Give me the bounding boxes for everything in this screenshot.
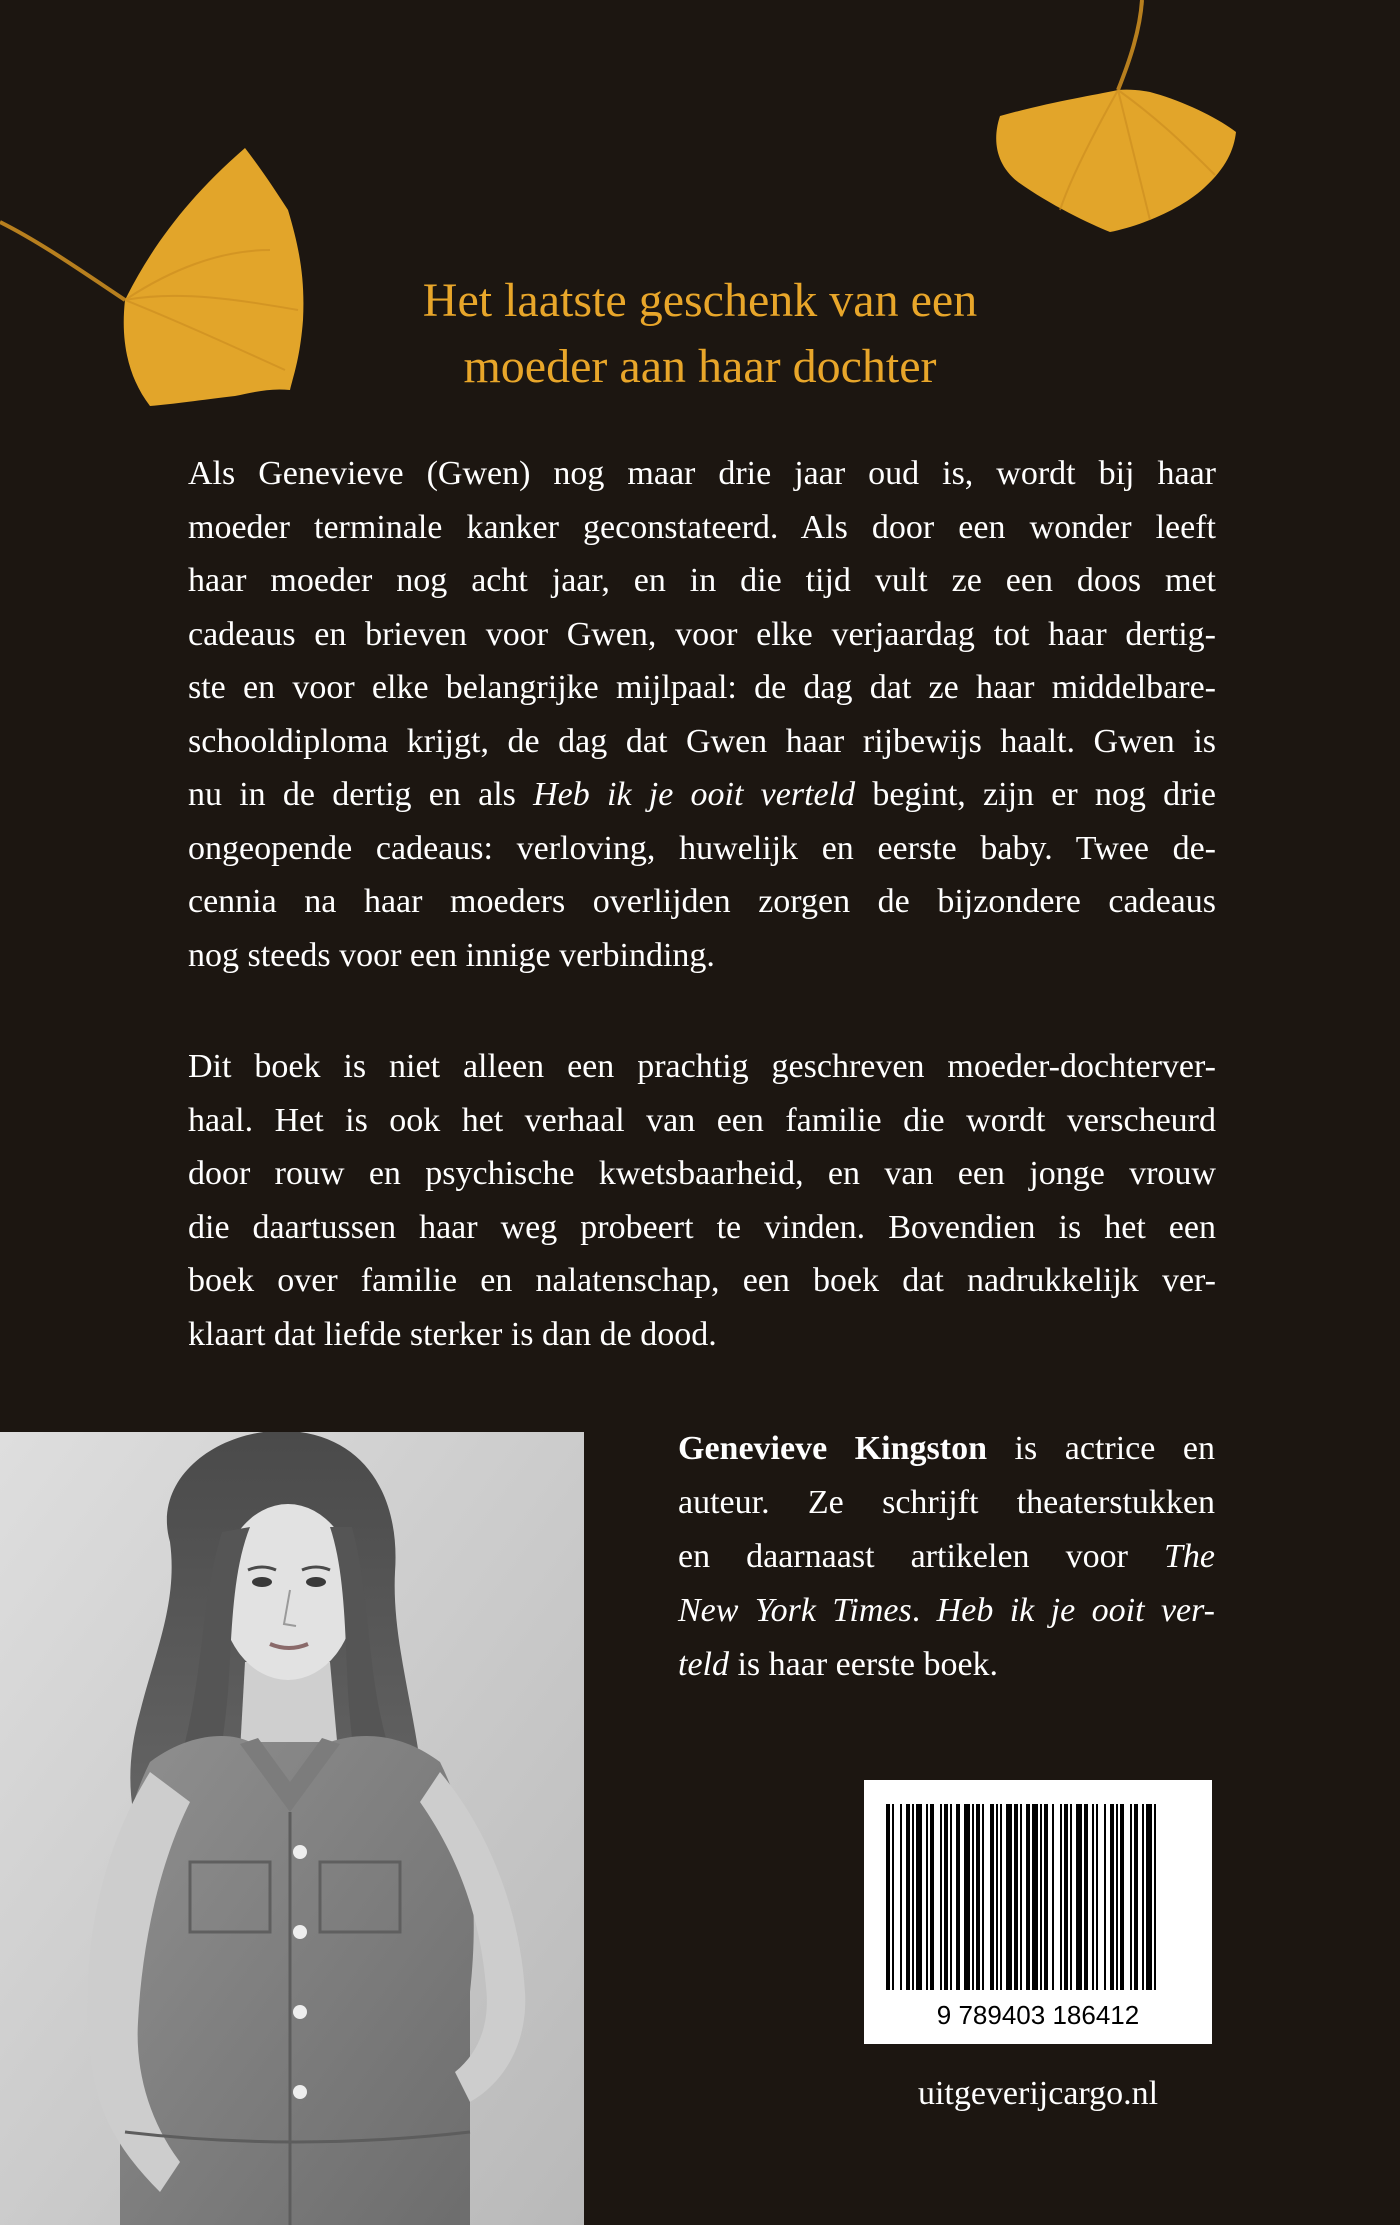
barcode-icon <box>864 1780 1212 2044</box>
text-segment: is haar eerste boek. <box>728 1646 999 1683</box>
barcode-bar <box>1020 1804 1022 1990</box>
ginkgo-leaf-left-icon <box>0 130 320 410</box>
book-title: Heb ik je ooit ver- <box>936 1592 1215 1629</box>
text-line <box>678 1422 1215 1476</box>
text-line: Als Genevieve (Gwen) nog maar drie jaar oud is, wordt bij haar <box>188 455 1216 492</box>
barcode-bar <box>1044 1804 1048 1990</box>
barcode-bar <box>940 1804 942 1990</box>
text-line: Dit boek is niet alleen een prachtig geschreven moeder-dochterver- <box>188 1048 1216 1085</box>
publisher-website: uitgeverijcargo.nl <box>917 2075 1159 2112</box>
author-photo <box>0 1432 584 2225</box>
publication-name: The <box>1164 1538 1215 1575</box>
barcode-bar <box>1130 1804 1132 1990</box>
barcode-bar <box>930 1804 934 1990</box>
barcode-bar <box>990 1804 994 1990</box>
text-segment: . <box>911 1592 937 1629</box>
ginkgo-leaf-right-icon <box>990 0 1250 240</box>
barcode-bar <box>1154 1804 1156 1990</box>
barcode-bar <box>1104 1804 1106 1990</box>
author-name: Genevieve Kingston <box>678 1430 987 1467</box>
barcode-bar <box>1142 1804 1144 1990</box>
text-line: nog steeds voor een innige verbinding. <box>188 936 715 974</box>
author-portrait-illustration <box>0 1432 584 2225</box>
text-line <box>678 1584 1215 1638</box>
text-line: haar moeder nog acht jaar, en in die tijd vult ze een doos met <box>188 562 1216 599</box>
author-bio <box>678 1422 1215 1692</box>
barcode-bar <box>1084 1804 1088 1990</box>
text-line: schooldiploma krijgt, de dag dat Gwen haar rijbewijs haalt. Gwen is <box>188 722 1216 760</box>
text-line: ste en voor elke belangrijke mijlpaal: de dag dat ze haar middelbare- <box>188 669 1216 706</box>
publication-name: New York Times <box>678 1592 912 1629</box>
text-segment: begint, zijn er nog drie <box>855 776 1216 813</box>
barcode-bar <box>982 1804 984 1990</box>
text-line: door rouw en psychische kwetsbaarheid, en van een jonge vrouw <box>188 1155 1216 1192</box>
text-segment: en daarnaast artikelen voor <box>678 1538 1164 1575</box>
barcode-bar <box>1116 1804 1118 1990</box>
barcode-bar <box>900 1804 902 1990</box>
barcode-bar <box>956 1804 960 1990</box>
barcode-bar <box>1110 1804 1114 1990</box>
text-line: klaart dat liefde sterker is dan de dood. <box>188 1315 717 1353</box>
barcode-bar <box>1032 1804 1038 1990</box>
barcode-bar <box>1076 1804 1082 1990</box>
book-title: teld <box>678 1646 729 1683</box>
text-line: ongeopende cadeaus: verloving, huwelijk en eerste baby. Twee de- <box>188 829 1216 867</box>
barcode-bar <box>996 1804 998 1990</box>
text-segment: is actrice en <box>986 1430 1215 1467</box>
tagline-line-1: Het laatste geschenk van een <box>422 274 978 327</box>
text-line: haal. Het is ook het verhaal van een familie die wordt verscheurd <box>188 1101 1216 1139</box>
text-line: cadeaus en brieven voor Gwen, voor elke verjaardag tot haar dertig- <box>188 615 1216 653</box>
barcode-bar <box>1120 1804 1124 1990</box>
barcode-bar <box>906 1804 910 1990</box>
barcode-bar <box>1026 1804 1030 1990</box>
barcode-bar <box>926 1804 928 1990</box>
barcode-bar <box>972 1804 974 1990</box>
synopsis-paragraph-2 <box>188 1040 1216 1361</box>
tagline <box>330 268 1070 400</box>
barcode-bar <box>964 1804 970 1990</box>
book-title: Heb ik je ooit verteld <box>533 776 856 813</box>
barcode-bar <box>1014 1804 1018 1990</box>
tagline-line-2: moeder aan haar dochter <box>463 340 937 393</box>
barcode-bar <box>886 1804 890 1990</box>
barcode-bar <box>1096 1804 1098 1990</box>
barcode-bar <box>1060 1804 1062 1990</box>
barcode-bar <box>1134 1804 1138 1990</box>
text-line: die daartussen haar weg probeert te vinden. Bovendien is het een <box>188 1208 1216 1246</box>
synopsis-paragraph-1 <box>188 447 1216 982</box>
text-line <box>678 1638 1215 1692</box>
barcode-bar <box>1092 1804 1094 1990</box>
barcode-bar <box>892 1804 894 1990</box>
barcode-bar <box>916 1804 922 1990</box>
barcode-bar <box>950 1804 952 1990</box>
barcode-bar <box>912 1804 914 1990</box>
text-segment: nu in de dertig en als <box>188 776 534 813</box>
barcode-bar <box>1052 1804 1054 1990</box>
barcode-bar <box>1006 1804 1012 1990</box>
isbn-digits: 9 789403 186412 <box>936 2000 1140 2030</box>
barcode-bar <box>944 1804 948 1990</box>
text-line: auteur. Ze schrijft theaterstukken <box>678 1484 1215 1521</box>
barcode-bar <box>1064 1804 1068 1990</box>
text-line <box>678 1530 1215 1584</box>
text-line: boek over familie en nalatenschap, een boek dat nadrukkelijk ver- <box>188 1262 1216 1299</box>
barcode-bar <box>1000 1804 1002 1990</box>
text-line: moeder terminale kanker geconstateerd. Als door een wonder leeft <box>188 508 1216 546</box>
barcode-bar <box>1040 1804 1042 1990</box>
barcode-bar <box>1146 1804 1152 1990</box>
text-line <box>188 768 1216 822</box>
barcode-bar <box>1070 1804 1072 1990</box>
text-line: cennia na haar moeders overlijden zorgen de bijzondere cadeaus <box>188 883 1216 920</box>
isbn-barcode <box>864 1780 1212 2044</box>
barcode-bar <box>976 1804 980 1990</box>
